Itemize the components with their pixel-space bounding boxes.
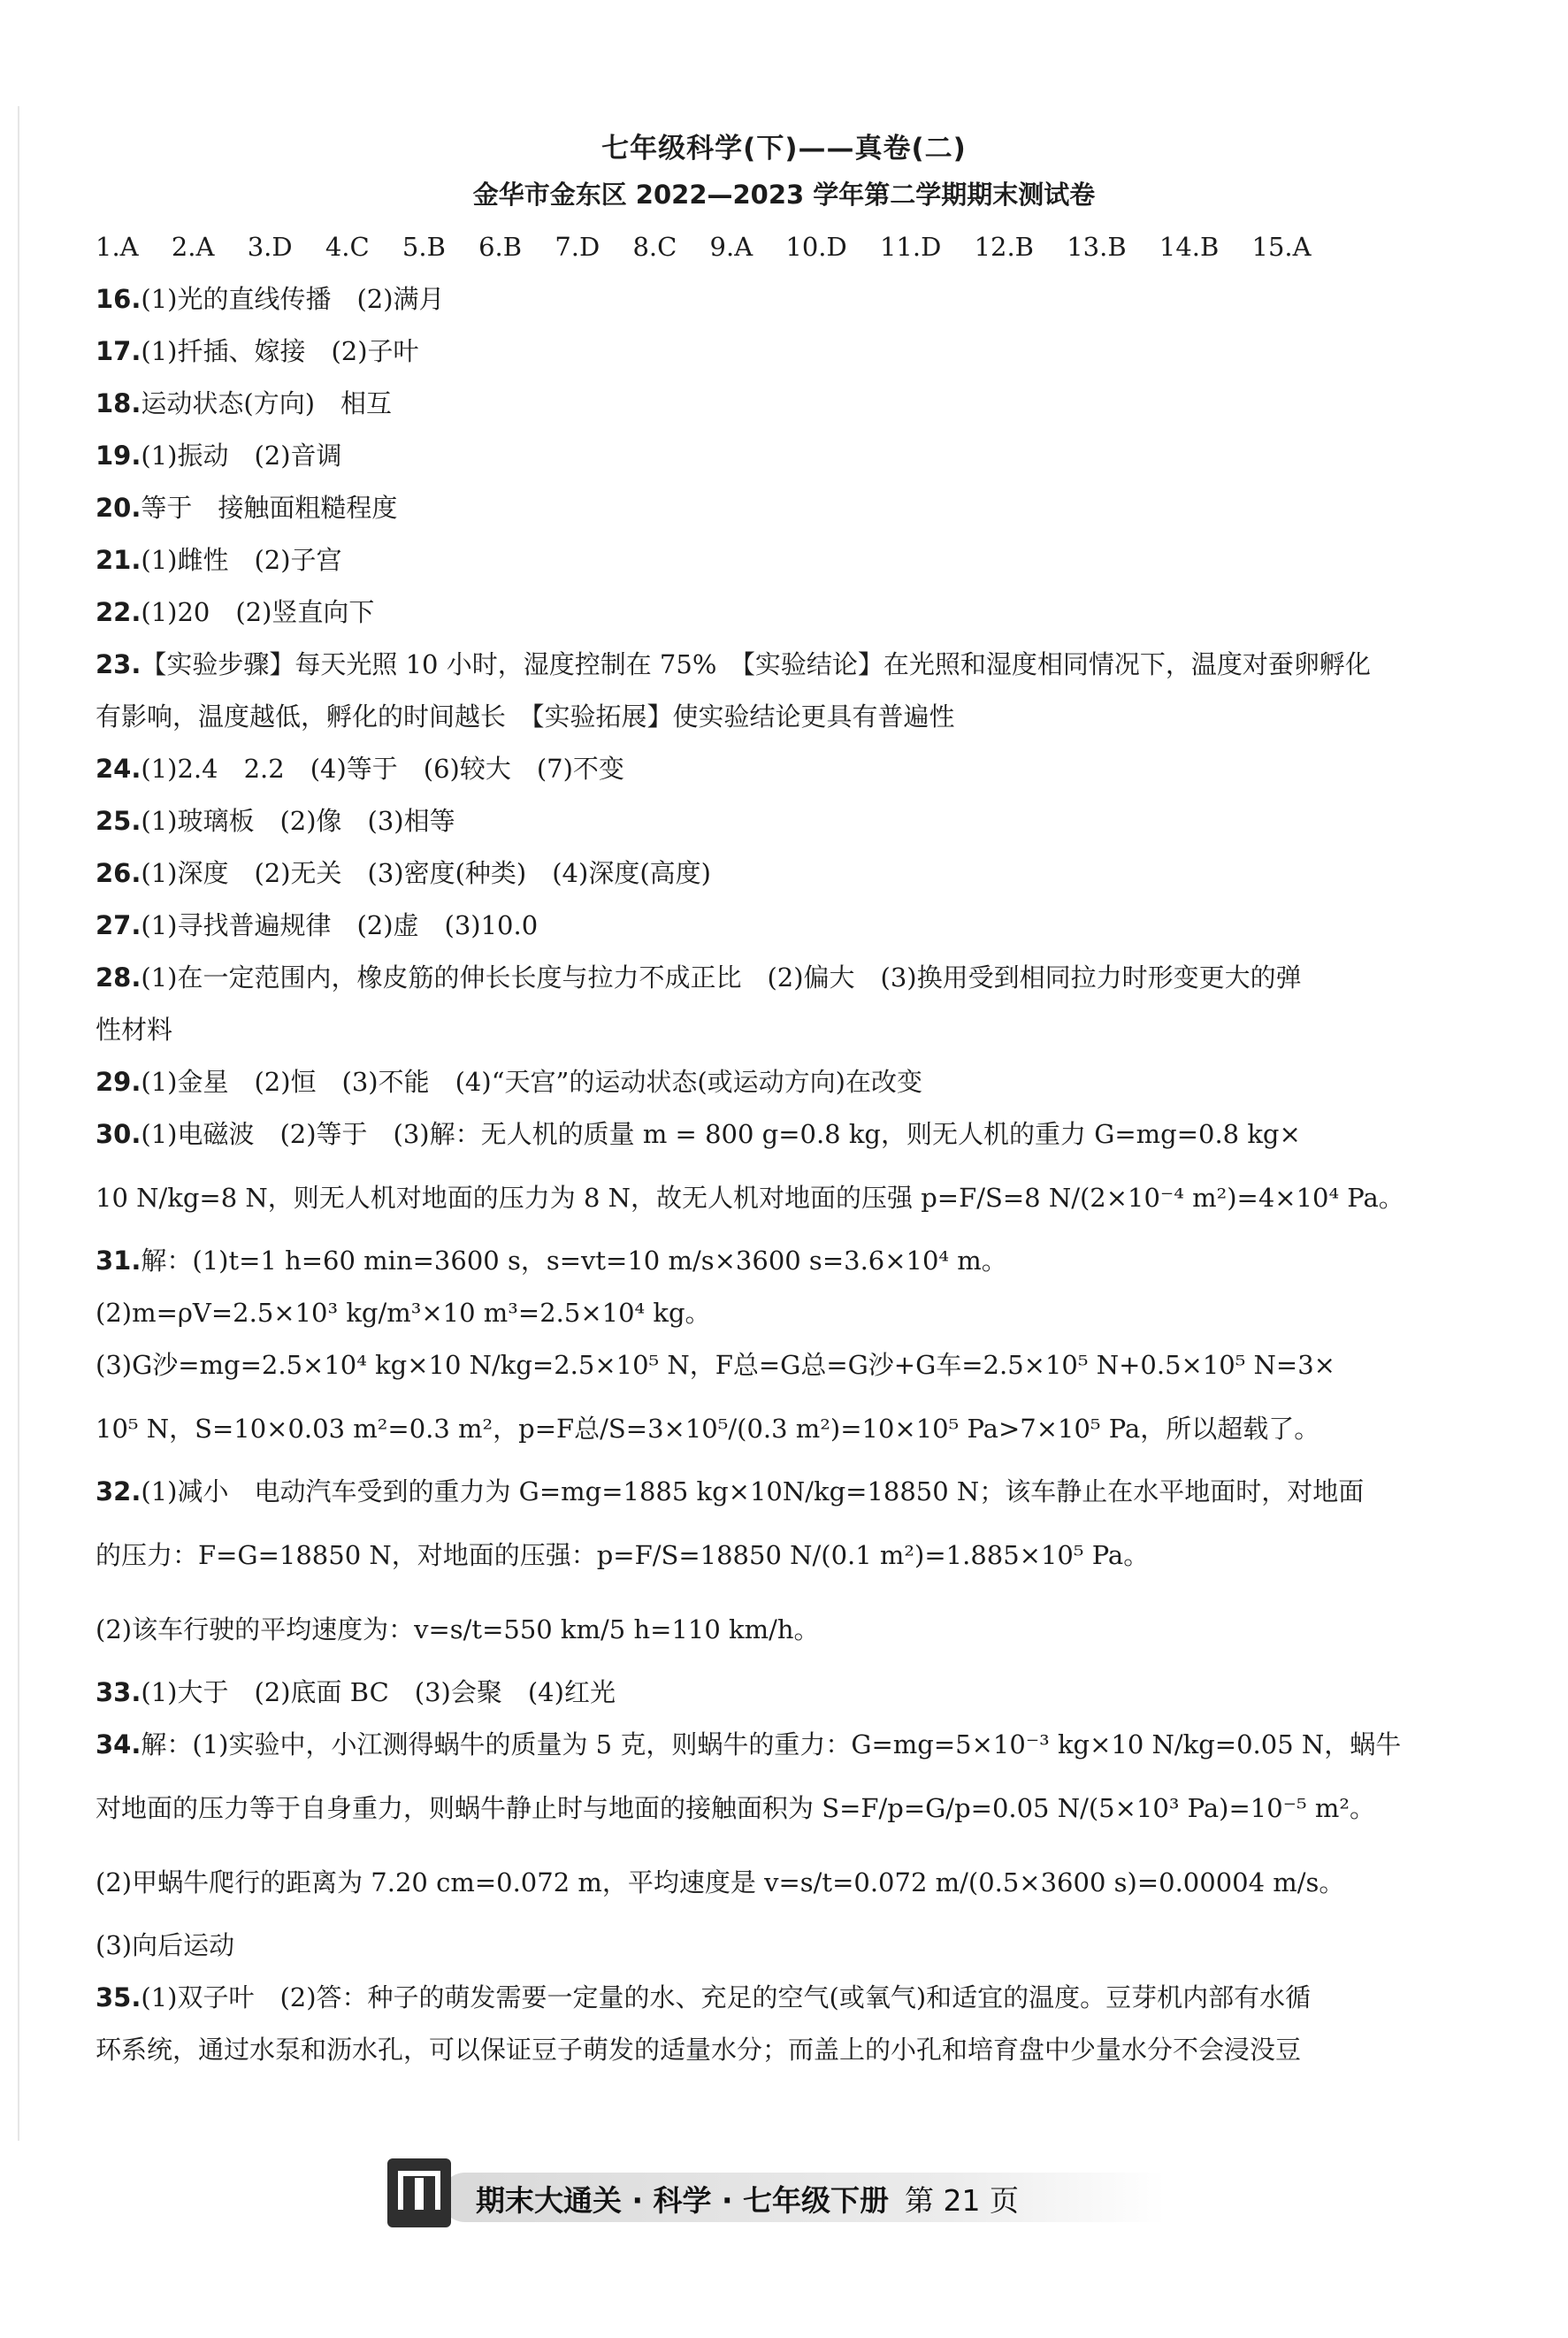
answer-30: 30.(1)电磁波 (2)等于 (3)解：无人机的质量 m = 800 g=0.8 kg，则无人机的重力 G=mg=0.8 kg× — [96, 1119, 1301, 1149]
answer-18: 18.运动状态(方向) 相互 — [96, 388, 393, 418]
mcq-item: 1.A — [96, 232, 139, 262]
answer-23: 23.【实验步骤】每天光照 10 小时，湿度控制在 75% 【实验结论】在光照和湿度相同情况下，温度对蚕卵孵化 — [96, 649, 1371, 679]
answer-31-4: 10⁵ N，S=10×0.03 m²=0.3 m²，p=F总/S=3×10⁵/(0.3 m²)=10×10⁵ Pa>7×10⁵ Pa，所以超载了。 — [96, 1414, 1320, 1444]
page-number: 第 21 页 — [905, 2183, 1020, 2218]
answer-24: 24.(1)2.4 2.2 (4)等于 (6)较大 (7)不变 — [96, 754, 624, 784]
mcq-item: 10.D — [785, 232, 847, 262]
answer-25: 25.(1)玻璃板 (2)像 (3)相等 — [96, 806, 455, 836]
answer-31: 31.解：(1)t=1 h=60 min=3600 s，s=vt=10 m/s×3600 s=3.6×10⁴ m。 — [96, 1246, 1007, 1276]
answer-32-2: (2)该车行驶的平均速度为：v=s/t=550 km/5 h=110 km/h。 — [96, 1614, 820, 1644]
answer-27: 27.(1)寻找普遍规律 (2)虚 (3)10.0 — [96, 910, 539, 940]
answer-28-cont: 性材料 — [96, 1015, 173, 1045]
mcq-item: 9.A — [709, 232, 753, 262]
page-title: 七年级科学(下)——真卷(二) — [601, 133, 967, 165]
mcq-answers — [96, 221, 1475, 273]
answer-22: 22.(1)20 (2)竖直向下 — [96, 597, 375, 627]
mcq-item: 5.B — [402, 232, 446, 262]
page-edge-shadow — [18, 106, 19, 2141]
answer-34-cont: 对地面的压力等于自身重力，则蜗牛静止时与地面的接触面积为 S=F/p=G/p=0.05 N/(5×10³ Pa)=10⁻⁵ m²。 — [96, 1793, 1375, 1823]
answer-28: 28.(1)在一定范围内，橡皮筋的伸长长度与拉力不成正比 (2)偏大 (3)换用受到相同拉力时形变更大的弹 — [96, 962, 1302, 993]
answer-34-3: (3)向后运动 — [96, 1930, 235, 1960]
answer-32: 32.(1)减小 电动汽车受到的重力为 G=mg=1885 kg×10N/kg=18850 N；该车静止在水平地面时，对地面 — [96, 1476, 1365, 1506]
answer-35-cont: 环系统，通过水泵和沥水孔，可以保证豆子萌发的适量水分；而盖上的小孔和培育盘中少量水分不会浸没豆 — [96, 2035, 1302, 2065]
page-footer — [387, 2155, 1183, 2231]
answer-34-2: (2)甲蜗牛爬行的距离为 7.20 cm=0.072 m，平均速度是 v=s/t=0.072 m/(0.5×3600 s)=0.00004 m/s。 — [96, 1867, 1345, 1897]
mcq-item: 6.B — [478, 232, 523, 262]
answer-16: 16.(1)光的直线传播 (2)满月 — [96, 284, 445, 314]
mcq-item: 13.B — [1067, 232, 1127, 262]
mcq-item: 7.D — [555, 232, 600, 262]
answer-32-cont: 的压力：F=G=18850 N，对地面的压强：p=F/S=18850 N/(0.1 m²)=1.885×10⁵ Pa。 — [96, 1540, 1150, 1570]
answer-31-2: (2)m=ρV=2.5×10³ kg/m³×10 m³=2.5×10⁴ kg。 — [96, 1298, 711, 1328]
mcq-item: 12.B — [974, 232, 1034, 262]
answer-21: 21.(1)雌性 (2)子宫 — [96, 545, 342, 575]
answer-26: 26.(1)深度 (2)无关 (3)密度(种类) (4)深度(高度) — [96, 858, 711, 888]
answer-29: 29.(1)金星 (2)恒 (3)不能 (4)“天宫”的运动状态(或运动方向)在改变 — [96, 1067, 922, 1097]
answer-23-cont: 有影响，温度越低，孵化的时间越长 【实验拓展】使实验结论更具有普遍性 — [96, 701, 955, 732]
answer-list — [96, 221, 1475, 2076]
answer-20: 20.等于 接触面粗糙程度 — [96, 493, 398, 523]
mcq-item: 2.A — [171, 232, 215, 262]
exam-subtitle: 金华市金东区 2022—2023 学年第二学期期末测试卷 — [472, 180, 1096, 210]
answer-17: 17.(1)扦插、嫁接 (2)子叶 — [96, 336, 419, 366]
mcq-item: 11.D — [879, 232, 942, 262]
footer-book-title: 期末大通关 · 科学 · 七年级下册 — [476, 2183, 890, 2218]
answer-30-cont: 10 N/kg=8 N，则无人机对地面的压力为 8 N，故无人机对地面的压强 p=F/S=8 N/(2×10⁻⁴ m²)=4×10⁴ Pa。 — [96, 1183, 1404, 1213]
mcq-item: 3.D — [247, 232, 293, 262]
publisher-logo-icon — [387, 2158, 451, 2227]
mcq-item: 8.C — [632, 232, 677, 262]
footer-text — [476, 2178, 1019, 2219]
answer-33: 33.(1)大于 (2)底面 BC (3)会聚 (4)红光 — [96, 1677, 616, 1707]
mcq-item: 14.B — [1159, 232, 1220, 262]
mcq-item: 15.A — [1251, 232, 1312, 262]
answer-31-3: (3)G沙=mg=2.5×10⁴ kg×10 N/kg=2.5×10⁵ N，F总=G总=G沙+G车=2.5×10⁵ N+0.5×10⁵ N=3× — [96, 1350, 1335, 1380]
answer-35: 35.(1)双子叶 (2)答：种子的萌发需要一定量的水、充足的空气(或氧气)和适宜的温度。豆芽机内部有水循 — [96, 1982, 1312, 2012]
answer-34: 34.解：(1)实验中，小江测得蜗牛的质量为 5 克，则蜗牛的重力：G=mg=5×10⁻³ kg×10 N/kg=0.05 N，蜗牛 — [96, 1729, 1402, 1759]
mcq-item: 4.C — [325, 232, 370, 262]
answer-19: 19.(1)振动 (2)音调 — [96, 441, 342, 471]
